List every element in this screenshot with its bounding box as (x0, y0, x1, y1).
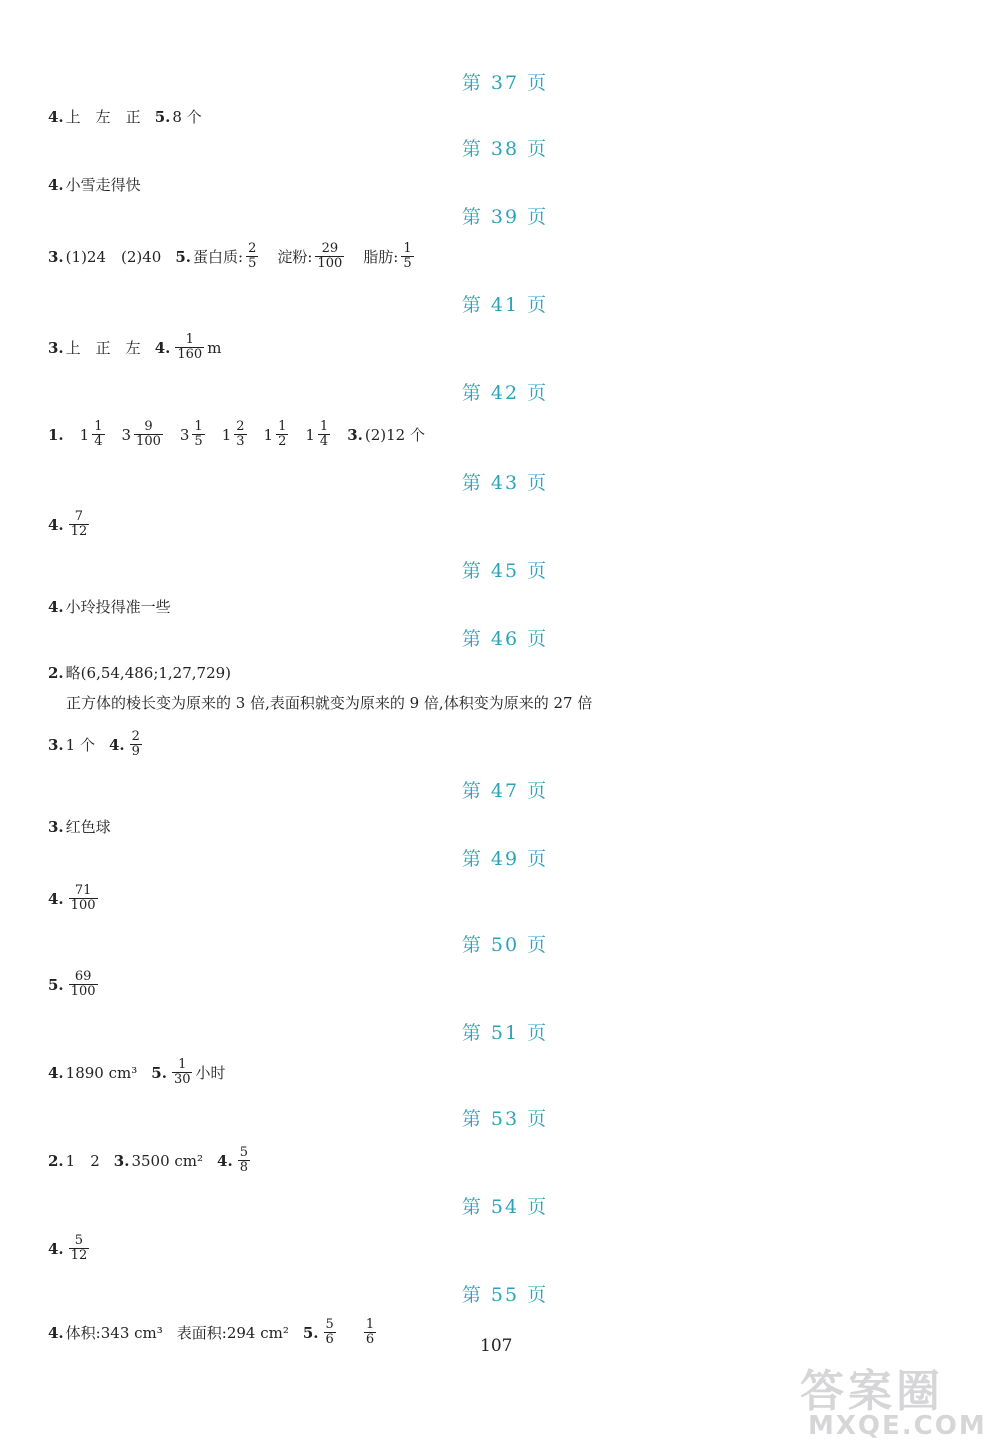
answer-text: (1)24 (2)40 (65, 248, 162, 266)
fraction: $\frac{1}{30}$ (173, 1057, 191, 1087)
fraction: $\frac{1}{5}$ (194, 419, 203, 449)
whole-number: 3 (121, 425, 132, 444)
section-heading-p37: 第 37 页 (461, 72, 549, 94)
area-text: 表面积:294 cm² (176, 1324, 289, 1342)
answer-line-p39 (48, 242, 431, 271)
whole-number: 1 (305, 425, 315, 444)
fraction: $\frac{5}{8}$ (239, 1145, 248, 1175)
answer-line-p47 (48, 816, 125, 837)
section-heading-p39: 第 39 页 (461, 206, 549, 228)
answer-line-p54 (48, 1234, 106, 1263)
question-number: 4. (48, 107, 64, 126)
answer-line-p55 (48, 1318, 393, 1347)
fraction: $\frac{1}{6}$ (365, 1317, 375, 1347)
fraction: $\frac{7}{12}$ (70, 509, 88, 539)
question-number: 5. (151, 1063, 167, 1082)
question-number: 5. (48, 975, 64, 994)
fraction: $\frac{9}{100}$ (136, 419, 161, 449)
fraction: $\frac{1}{5}$ (403, 241, 412, 271)
answer-text: 1890 cm³ (65, 1063, 138, 1082)
answer-text: 8 个 (172, 108, 202, 126)
question-number: 4. (48, 1323, 64, 1342)
question-number: 3. (113, 1151, 130, 1170)
fat-label: 脂肪: (363, 248, 399, 266)
question-number: 3. (347, 425, 363, 444)
watermark-logo (790, 1355, 987, 1447)
section-heading-p50: 第 50 页 (461, 934, 549, 956)
answer-line-p41 (48, 333, 235, 362)
answer-line-p49 (48, 884, 115, 913)
question-number: 4. (48, 175, 64, 194)
whole-number: 3 (179, 425, 190, 444)
question-number: 4. (48, 1063, 64, 1082)
section-heading-p47: 第 47 页 (461, 780, 549, 802)
page-number: 107 (480, 1336, 513, 1356)
protein-label: 蛋白质: (193, 248, 244, 266)
whole-number: 1 (221, 425, 232, 444)
fraction: $\frac{69}{100}$ (70, 969, 96, 999)
fraction: $\frac{1}{160}$ (177, 332, 203, 362)
answer-line-p53 (48, 1146, 267, 1175)
question-number: 5. (154, 107, 171, 126)
question-number: 4. (217, 1151, 233, 1170)
fraction: $\frac{1}{4}$ (319, 419, 329, 449)
answer-text: 上 正 左 (65, 339, 141, 357)
answer-line-p45 (48, 596, 185, 617)
answer-line-p50 (48, 970, 115, 999)
answer-line-p37 (48, 106, 216, 127)
answer-line-p42 (48, 420, 439, 449)
fraction: $\frac{29}{100}$ (317, 241, 343, 271)
answer-line-p51 (48, 1058, 240, 1087)
section-heading-p41: 第 41 页 (461, 294, 549, 316)
starch-label: 淀粉: (277, 248, 313, 266)
question-number: 4. (48, 1239, 64, 1258)
answer-text: 红色球 (65, 818, 111, 836)
question-number: 5. (302, 1323, 319, 1342)
answer-text: 小雪走得快 (65, 176, 141, 194)
whole-number: 1 (79, 425, 90, 444)
question-number: 2. (48, 663, 64, 682)
section-heading-p53: 第 53 页 (461, 1108, 549, 1130)
answer-line-p38 (48, 174, 155, 195)
question-number: 2. (48, 1151, 64, 1170)
section-heading-p49: 第 49 页 (461, 848, 549, 870)
answer-line-p46-q2 (48, 662, 245, 683)
section-heading-p55: 第 55 页 (461, 1284, 549, 1306)
section-heading-p51: 第 51 页 (461, 1022, 549, 1044)
unit-text: m (207, 338, 222, 357)
answer-line-p46-q3 (48, 730, 159, 759)
watermark-logo-text: 答案圈 (800, 1366, 944, 1417)
answer-text: 略(6,54,486;1,27,729) (65, 664, 232, 682)
question-number: 4. (154, 338, 171, 357)
answer-text: 小玲投得准一些 (65, 598, 171, 616)
answer-text: 1 2 (65, 1152, 100, 1170)
fraction: $\frac{2}{5}$ (248, 241, 257, 271)
question-number: 4. (48, 597, 64, 616)
section-heading-p46: 第 46 页 (461, 628, 549, 650)
section-heading-p38: 第 38 页 (461, 138, 549, 160)
answer-text: 1 个 (65, 736, 95, 754)
answer-text: 上 左 正 (65, 108, 141, 126)
answer-line-p43 (48, 510, 106, 539)
whole-number: 1 (263, 425, 274, 444)
watermark-url: MXQE.COM (808, 1411, 987, 1441)
question-number: 4. (48, 889, 64, 908)
fraction: $\frac{5}{6}$ (325, 1317, 334, 1347)
question-number: 1. (48, 425, 64, 444)
answer-text: (2)12 个 (364, 426, 425, 444)
question-number: 3. (48, 247, 64, 266)
answer-text: 3500 cm² (131, 1151, 204, 1170)
unit-text: 小时 (195, 1064, 226, 1082)
question-number: 3. (48, 817, 64, 836)
question-number: 3. (48, 338, 64, 357)
fraction: $\frac{2}{9}$ (131, 729, 140, 759)
fraction: $\frac{2}{3}$ (236, 419, 245, 449)
section-heading-p43: 第 43 页 (461, 472, 549, 494)
question-number: 3. (48, 735, 64, 754)
answer-explanation-p46: 正方体的棱长变为原来的 3 倍,表面积就变为原来的 9 倍,体积变为原来的 27 倍 (66, 694, 593, 712)
section-heading-p45: 第 45 页 (461, 560, 549, 582)
question-number: 4. (108, 735, 125, 754)
volume-text: 体积:343 cm³ (65, 1324, 163, 1342)
fraction: $\frac{71}{100}$ (70, 883, 96, 913)
fraction: $\frac{1}{2}$ (278, 419, 287, 449)
section-heading-p54: 第 54 页 (461, 1196, 549, 1218)
section-heading-p42: 第 42 页 (461, 382, 549, 404)
fraction: $\frac{5}{12}$ (70, 1233, 88, 1263)
question-number: 5. (175, 247, 192, 266)
question-number: 4. (48, 515, 64, 534)
fraction: $\frac{1}{4}$ (94, 419, 103, 449)
